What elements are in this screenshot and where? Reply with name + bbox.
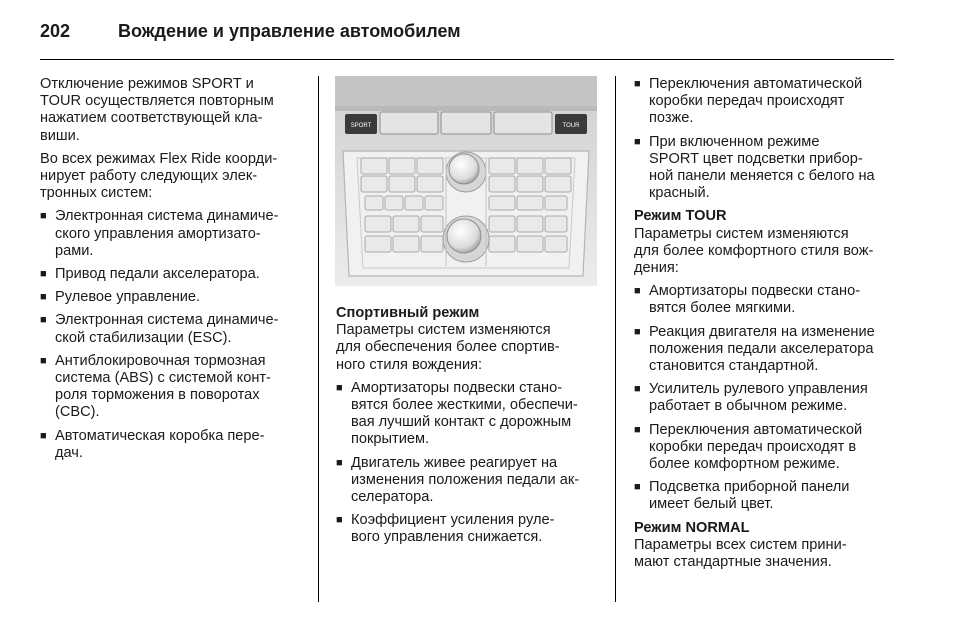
text-line: Подсветка приборной панели — [649, 479, 850, 496]
text-line: вятся более мягкими. — [649, 300, 796, 317]
text-line: становится стандартной. — [649, 358, 819, 375]
bullet-square-icon: ■ — [634, 481, 641, 494]
list-item-text — [55, 289, 200, 305]
list-item-text — [649, 283, 860, 316]
text-line: вого управления снижается. — [351, 529, 543, 546]
tour-key-label: TOUR — [562, 123, 580, 129]
bullet-square-icon: ■ — [634, 135, 641, 148]
text-line: Электронная система динамиче- — [55, 312, 279, 329]
text-line: Амортизаторы подвески стано- — [649, 283, 861, 300]
sport-mode-list-continued — [634, 76, 899, 202]
sport-mode-heading: Спортивный режим — [336, 305, 480, 321]
bullet-square-icon: ■ — [336, 514, 343, 527]
text-line: Антиблокировочная тормозная — [55, 352, 266, 369]
paragraph-sport-tour-off — [40, 76, 310, 145]
list-item-text — [351, 380, 578, 448]
list-item — [634, 381, 899, 415]
text-line: позже. — [649, 110, 694, 127]
text-line: коробки передач происходят — [649, 93, 845, 110]
column-2 — [336, 305, 606, 553]
list-item-text — [649, 76, 862, 126]
text-line: При включенном режиме — [649, 133, 820, 150]
text-line: для более комфортного стиля вож- — [634, 242, 874, 259]
tour-mode-heading: Режим TOUR — [634, 208, 727, 225]
bullet-square-icon: ■ — [40, 210, 47, 223]
list-item-text — [55, 353, 271, 421]
list-item-text — [649, 479, 849, 512]
normal-mode-heading: Режим NORMAL — [634, 519, 750, 536]
text-line: более комфортном режиме. — [649, 456, 840, 473]
bullet-square-icon: ■ — [336, 456, 343, 469]
text-line: нажатием соответствующей кла- — [40, 110, 263, 127]
text-line: ного стиля вождения: — [336, 356, 483, 373]
list-item — [634, 134, 899, 203]
text-line: Реакция двигателя на изменение — [649, 323, 875, 340]
list-item — [40, 266, 310, 283]
bullet-square-icon: ■ — [634, 325, 641, 338]
text-line: Переключения автоматической — [649, 421, 863, 438]
text-line: ского управления амортизато- — [55, 225, 261, 242]
list-item-text — [351, 512, 554, 545]
text-line: Параметры всех систем прини- — [634, 536, 847, 553]
text-line: SPORT цвет подсветки прибор- — [649, 150, 863, 167]
page-title: Вождение и управление автомобилем — [118, 21, 461, 41]
column-1 — [40, 76, 310, 468]
text-line: Отключение режимов SPORT и — [40, 76, 254, 92]
text-line: работает в обычном режиме. — [649, 398, 848, 415]
text-line: красный. — [649, 185, 710, 202]
text-line: Рулевое управление. — [55, 289, 201, 306]
list-item — [40, 428, 310, 462]
text-line: Автоматическая коробка пере- — [55, 427, 265, 444]
list-item — [634, 479, 899, 513]
list-item — [634, 76, 899, 128]
list-item — [40, 312, 310, 346]
normal-mode-text — [634, 537, 899, 571]
text-line: ской стабилизации (ESC). — [55, 329, 232, 346]
list-item-text — [55, 428, 265, 461]
text-line: мают стандартные значения. — [634, 554, 832, 571]
text-line: Усилитель рулевого управления — [649, 381, 868, 398]
text-line: вая лучший контакт с дорожным — [351, 414, 572, 431]
sport-key — [345, 114, 377, 134]
text-line: покрытием. — [351, 431, 430, 448]
list-item-text — [649, 134, 875, 202]
text-line: нирует работу следующих элек- — [40, 168, 258, 185]
header-divider — [40, 59, 894, 60]
bullet-square-icon: ■ — [634, 285, 641, 298]
list-item-text — [55, 312, 279, 345]
list-item — [40, 353, 310, 422]
bullet-square-icon: ■ — [336, 381, 343, 394]
text-line: положения педали акселератора — [649, 340, 874, 357]
column-divider-left — [318, 76, 319, 602]
text-line: Переключения автоматической — [649, 76, 863, 92]
list-item — [634, 324, 899, 376]
text-line: Параметры систем изменяются — [336, 322, 551, 339]
list-item — [40, 289, 310, 306]
bullet-square-icon: ■ — [40, 268, 47, 281]
list-item — [336, 512, 606, 546]
bullet-square-icon: ■ — [634, 423, 641, 436]
text-line: Привод педали акселератора. — [55, 266, 260, 283]
text-line: дения: — [634, 260, 679, 277]
text-line: для обеспечения более спортив- — [336, 339, 560, 356]
systems-list — [40, 208, 310, 462]
bullet-square-icon: ■ — [40, 354, 47, 367]
text-line: рами. — [55, 242, 94, 259]
tour-mode-list — [634, 283, 899, 513]
text-line: тронных систем: — [40, 185, 153, 202]
text-line: вятся более жесткими, обеспечи- — [351, 397, 578, 414]
column-3 — [634, 76, 899, 577]
text-line: имеет белый цвет. — [649, 496, 774, 513]
text-line: система (ABS) с системой конт- — [55, 370, 271, 387]
list-item — [40, 208, 310, 260]
list-item-text — [55, 266, 260, 282]
paragraph-flexride-intro — [40, 151, 310, 203]
text-line: виши. — [40, 127, 80, 144]
bullet-square-icon: ■ — [634, 383, 641, 396]
text-line: селератора. — [351, 489, 434, 506]
console-illustration — [335, 76, 597, 286]
bullet-square-icon: ■ — [40, 291, 47, 304]
sport-key-label: SPORT — [350, 123, 372, 129]
bullet-square-icon: ■ — [634, 78, 641, 90]
list-item-text — [55, 208, 279, 258]
text-line: Электронная система динамиче- — [55, 208, 279, 225]
text-line: Двигатель живее реагирует на — [351, 454, 558, 471]
text-line: Амортизаторы подвески стано- — [351, 379, 563, 396]
page-number: 202 — [40, 21, 71, 41]
list-item-text — [649, 324, 875, 374]
text-line: Коэффициент усиления руле- — [351, 512, 555, 529]
list-item-text — [649, 422, 862, 472]
text-line: Параметры систем изменяются — [634, 225, 849, 242]
text-line: ной панели меняется с белого на — [649, 168, 875, 185]
tour-mode-intro — [634, 226, 899, 278]
text-line: (CBC). — [55, 404, 100, 421]
list-item-text — [351, 455, 579, 505]
text-line: роля торможения в поворотах — [55, 387, 260, 404]
bullet-square-icon: ■ — [40, 314, 47, 327]
text-line: коробки передач происходят в — [649, 438, 857, 455]
sport-mode-intro — [336, 322, 606, 374]
list-item — [634, 422, 899, 474]
sport-mode-list — [336, 380, 606, 547]
list-item — [634, 283, 899, 317]
tour-key — [555, 114, 587, 134]
text-line: Во всех режимах Flex Ride коорди- — [40, 150, 278, 167]
text-line: изменения положения педали ак- — [351, 471, 580, 488]
list-item — [336, 380, 606, 449]
column-divider-right — [615, 76, 616, 602]
list-item — [336, 455, 606, 507]
text-line: дач. — [55, 444, 83, 461]
text-line: TOUR осуществляется повторным — [40, 93, 274, 110]
list-item-text — [649, 381, 868, 414]
bullet-square-icon: ■ — [40, 429, 47, 442]
